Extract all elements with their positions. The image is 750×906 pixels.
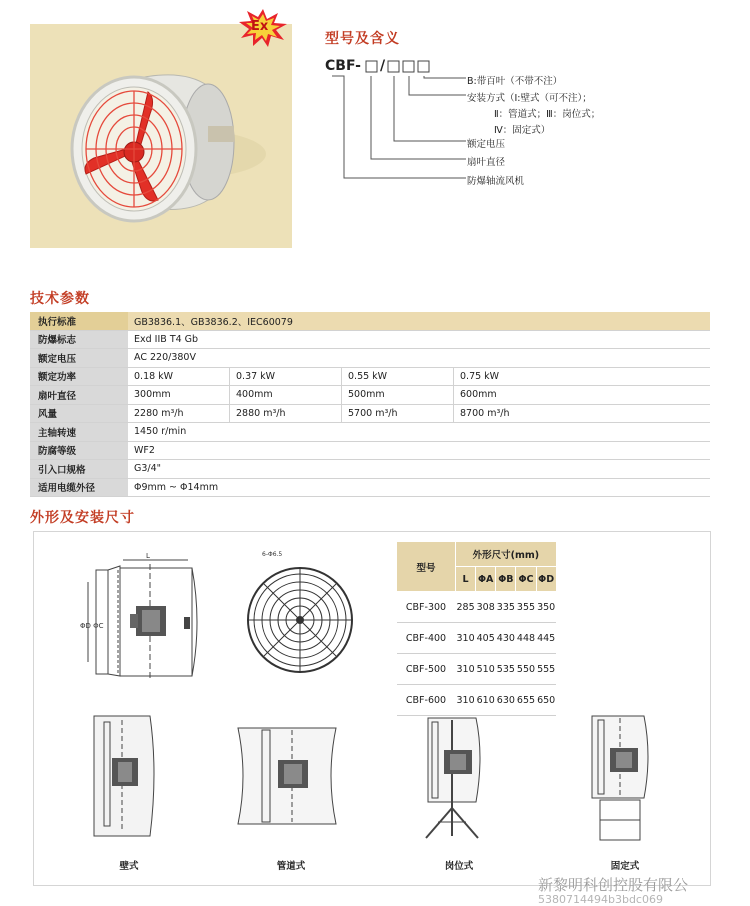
cell-model: CBF-500 (397, 654, 456, 685)
table-row (30, 312, 710, 330)
param-value: 600mm (454, 386, 711, 405)
label-louver: B:带百叶（不带不注） (467, 76, 563, 87)
caption-duct: 管道式 (276, 861, 306, 872)
col-a: ΦA (476, 567, 496, 592)
front-view-drawing (244, 548, 356, 678)
cell: 405 (476, 623, 496, 654)
table-row (30, 478, 710, 497)
code-slash: / (380, 58, 386, 74)
param-value: 2280 m³/h (128, 404, 230, 423)
cell: 510 (476, 654, 496, 685)
cell-model: CBF-400 (397, 623, 456, 654)
side-view-drawing (80, 552, 208, 680)
caption-fixed: 固定式 (610, 861, 640, 872)
param-value: Exd IIB T4 Gb (128, 330, 710, 349)
param-key: 主轴转速 (30, 423, 128, 442)
table-row (397, 654, 557, 685)
param-value: 0.75 kW (454, 367, 711, 386)
param-key: 防爆标志 (30, 330, 128, 349)
cell: 308 (476, 592, 496, 623)
param-value: 0.37 kW (230, 367, 342, 386)
col-model: 型号 (397, 542, 456, 592)
code-prefix: CBF- (325, 58, 361, 74)
install-fixed-drawing (586, 712, 656, 844)
table-row (30, 349, 710, 368)
install-duct-drawing (236, 724, 346, 830)
cell: 310 (456, 623, 476, 654)
param-value: GB3836.1、GB3836.2、IEC60079 (128, 312, 710, 330)
cell: 535 (496, 654, 516, 685)
label-voltage: 额定电压 (467, 139, 506, 150)
param-key: 适用电缆外径 (30, 478, 128, 497)
cell: 310 (456, 654, 476, 685)
col-d: ΦD (536, 567, 556, 592)
cell: 650 (536, 685, 556, 716)
watermark-company: 新黎明科创控股有限公 (538, 876, 689, 894)
cell: 355 (516, 592, 536, 623)
cell: 335 (496, 592, 516, 623)
hole-label: 6-Φ6.5 (262, 551, 283, 558)
label-product: 防爆轴流风机 (467, 176, 525, 187)
watermark-code: 5380714494b3bdc069 (538, 893, 663, 906)
table-row (397, 623, 557, 654)
cell-model: CBF-600 (397, 685, 456, 716)
col-group: 外形尺寸(mm) (456, 542, 557, 567)
cell: 630 (496, 685, 516, 716)
cell: 350 (536, 592, 556, 623)
param-key: 额定功率 (30, 367, 128, 386)
param-value: 400mm (230, 386, 342, 405)
table-row (30, 367, 710, 386)
param-value: 0.18 kW (128, 367, 230, 386)
cell: 310 (456, 685, 476, 716)
table-row (30, 423, 710, 442)
code-connector-lines (330, 72, 470, 187)
label-mount-2: Ⅱ：管道式；Ⅲ：岗位式； (494, 109, 601, 120)
explosion-proof-badge (238, 8, 288, 48)
caption-post: 岗位式 (444, 861, 474, 872)
product-photo (30, 24, 292, 248)
model-section-title: 型号及含义 (325, 31, 400, 47)
param-key: 风量 (30, 404, 128, 423)
cell: 550 (516, 654, 536, 685)
param-value: 5700 m³/h (342, 404, 454, 423)
table-row (30, 460, 710, 479)
param-value: Φ9mm ~ Φ14mm (128, 478, 710, 497)
param-value: G3/4" (128, 460, 710, 479)
table-row (30, 386, 710, 405)
param-value: 2880 m³/h (230, 404, 342, 423)
tech-section-title: 技术参数 (30, 291, 90, 307)
cell: 285 (456, 592, 476, 623)
cell: 445 (536, 623, 556, 654)
cell: 610 (476, 685, 496, 716)
label-mount: 安装方式（Ⅰ:壁式（可不注）； (467, 93, 592, 104)
dims-section-title: 外形及安装尺寸 (30, 510, 135, 526)
label-diameter: 扇叶直径 (467, 157, 506, 168)
param-value: 0.55 kW (342, 367, 454, 386)
cell: 430 (496, 623, 516, 654)
param-value: WF2 (128, 441, 710, 460)
install-wall-drawing (92, 712, 162, 838)
table-header-row (397, 542, 557, 567)
ex-badge-text: Ex (251, 19, 269, 34)
param-key: 额定电压 (30, 349, 128, 368)
param-value: 8700 m³/h (454, 404, 711, 423)
cell: 555 (536, 654, 556, 685)
col-c: ΦC (516, 567, 536, 592)
table-row (30, 441, 710, 460)
install-post-drawing (418, 712, 488, 842)
table-row (397, 685, 557, 716)
param-value: 300mm (128, 386, 230, 405)
param-key: 执行标准 (30, 312, 128, 330)
tech-params-table (30, 312, 710, 497)
col-l: L (456, 567, 476, 592)
label-mount-3: Ⅳ：固定式） (494, 125, 551, 136)
param-key: 防腐等级 (30, 441, 128, 460)
col-b: ΦB (496, 567, 516, 592)
table-row (30, 404, 710, 423)
dim-l-label: L (146, 552, 150, 560)
param-value: AC 220/380V (128, 349, 710, 368)
table-row (397, 592, 557, 623)
cell: 448 (516, 623, 536, 654)
dims-table (396, 541, 557, 716)
dims-v-label: ΦD ΦC (80, 622, 104, 630)
cell: 655 (516, 685, 536, 716)
param-value: 500mm (342, 386, 454, 405)
param-value: 1450 r/min (128, 423, 710, 442)
cell-model: CBF-300 (397, 592, 456, 623)
param-key: 引入口规格 (30, 460, 128, 479)
table-row (30, 330, 710, 349)
param-key: 扇叶直径 (30, 386, 128, 405)
caption-wall: 壁式 (119, 861, 139, 872)
